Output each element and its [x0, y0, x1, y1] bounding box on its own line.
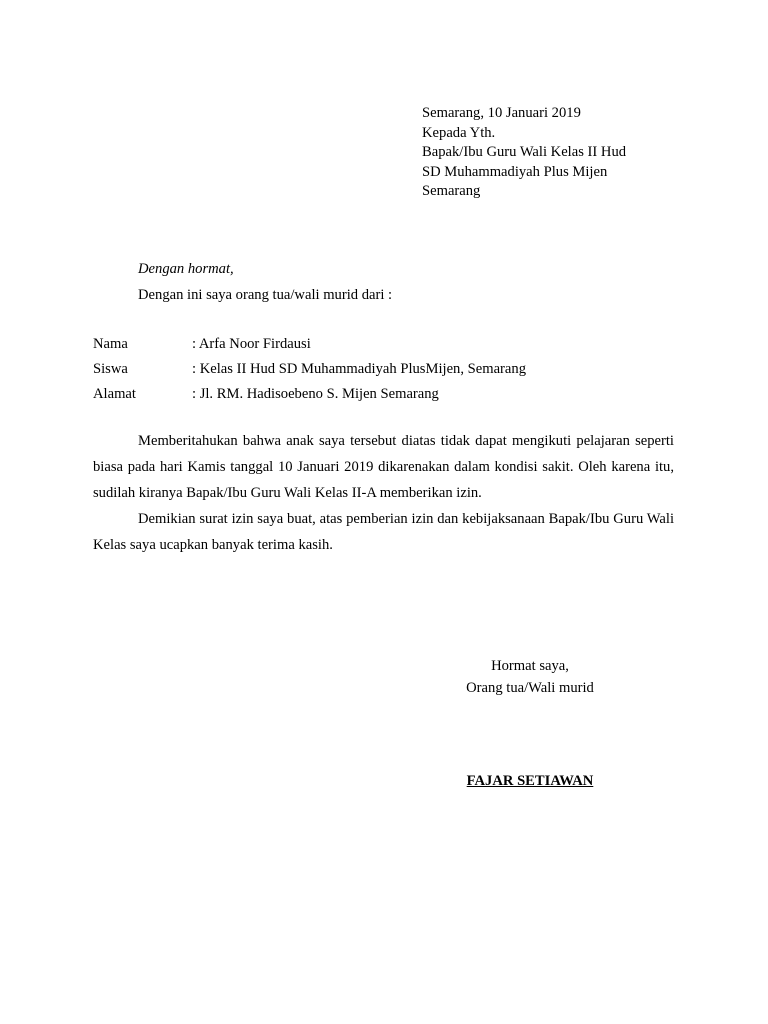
city: Semarang — [422, 183, 481, 199]
recipient-block — [422, 104, 626, 202]
closing-block — [445, 655, 615, 699]
letter-body — [93, 428, 674, 558]
body-paragraph: Demikian surat izin saya buat, atas pemberian izin dan kebijaksanaan Bapak/Ibu Guru Wali Kelas saya ucapkan banyak terima kasih. — [93, 511, 674, 553]
salutation: Dengan hormat, — [138, 261, 234, 277]
place-date: Semarang, 10 Januari 2019 — [422, 105, 581, 121]
closing-regards: Hormat saya, — [491, 658, 569, 674]
identity-label: Siswa — [93, 361, 128, 377]
identity-value: : Jl. RM. Hadisoebeno S. Mijen Semarang — [192, 386, 439, 402]
intro-line: Dengan ini saya orang tua/wali murid dari : — [138, 287, 393, 303]
school-name: SD Muhammadiyah Plus Mijen — [422, 163, 608, 180]
recipient-title: Bapak/Ibu Guru Wali Kelas II Hud — [422, 144, 627, 160]
identity-table — [93, 334, 526, 409]
greeting-block — [138, 259, 392, 305]
identity-value: : Kelas II Hud SD Muhammadiyah PlusMijen, Semarang — [192, 361, 526, 377]
closing-role: Orang tua/Wali murid — [466, 680, 594, 696]
identity-row-alamat — [93, 384, 526, 409]
body-paragraph: Memberitahukan bahwa anak saya tersebut diatas tidak dapat mengikuti pelajaran seperti biasa pada hari Kamis tanggal 10 Januari 2019 dikarenakan dalam kondisi sakit. Oleh karena itu, sudilah kiranya Bapak/Ibu Guru Wali Kelas II-A memberikan izin. — [93, 433, 674, 501]
identity-value: : Arfa Noor Firdausi — [192, 336, 311, 352]
identity-label: Alamat — [93, 386, 136, 402]
to-line: Kepada Yth. — [422, 124, 496, 141]
identity-row-nama — [93, 334, 526, 359]
signer-name: FAJAR SETIAWAN — [466, 773, 594, 789]
identity-row-siswa — [93, 359, 526, 384]
identity-label: Nama — [93, 336, 128, 352]
